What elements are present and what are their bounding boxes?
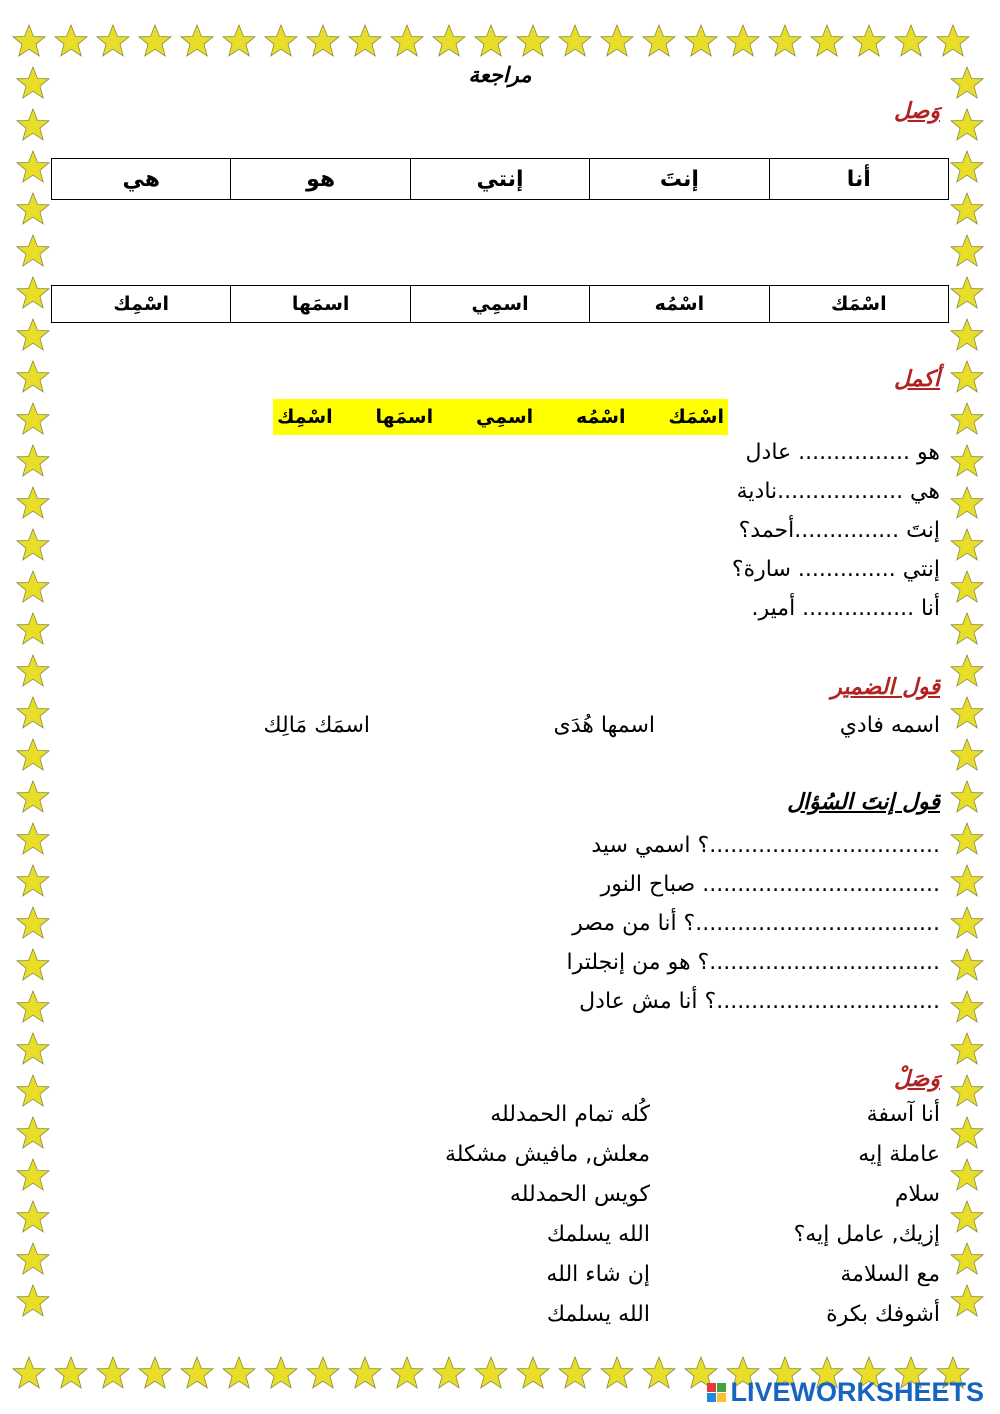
phrase-left[interactable]: معلش, مافيش مشكلة bbox=[444, 1142, 650, 1167]
star-icon bbox=[16, 864, 50, 898]
pronoun-sentence[interactable]: اسمَك مَالِك bbox=[263, 713, 370, 738]
phrase-right[interactable]: سلام bbox=[894, 1182, 940, 1207]
star-icon bbox=[16, 906, 50, 940]
star-icon bbox=[950, 738, 984, 772]
star-icon bbox=[16, 234, 50, 268]
phrase-right[interactable]: أنا آسفة bbox=[866, 1102, 940, 1127]
star-icon bbox=[950, 1032, 984, 1066]
liveworksheets-brand bbox=[707, 1377, 984, 1408]
star-icon bbox=[16, 1242, 50, 1276]
phrase-right[interactable]: عاملة إيه bbox=[858, 1142, 940, 1167]
star-icon bbox=[950, 1116, 984, 1150]
star-icon bbox=[894, 24, 928, 58]
name-cell[interactable]: اسْمَك bbox=[769, 286, 948, 323]
star-icon bbox=[54, 1356, 88, 1390]
question-line[interactable]: ...................................؟ أنا من مصر bbox=[572, 911, 940, 936]
fill-blank-line[interactable]: أنا ................ أمير. bbox=[751, 596, 940, 621]
name-cell[interactable]: اسْمِك bbox=[52, 286, 231, 323]
star-icon bbox=[180, 1356, 214, 1390]
star-icon bbox=[138, 1356, 172, 1390]
star-icon bbox=[516, 24, 550, 58]
star-icon bbox=[96, 1356, 130, 1390]
star-icon bbox=[558, 1356, 592, 1390]
name-cell[interactable]: اسمِي bbox=[410, 286, 589, 323]
star-icon bbox=[950, 486, 984, 520]
name-cell[interactable]: اسْمُه bbox=[590, 286, 769, 323]
star-icon bbox=[16, 1074, 50, 1108]
section-heading-match-phrases: وَصَلْ bbox=[894, 1067, 940, 1092]
star-icon bbox=[138, 24, 172, 58]
star-icon bbox=[516, 1356, 550, 1390]
star-icon bbox=[950, 318, 984, 352]
section-heading-complete: أكمل bbox=[894, 367, 940, 392]
phrase-left[interactable]: الله يسلمك bbox=[546, 1222, 650, 1247]
star-icon bbox=[16, 612, 50, 646]
section-heading-question: قول إنتَ السُؤال bbox=[787, 790, 940, 815]
star-icon bbox=[852, 24, 886, 58]
star-icon bbox=[16, 654, 50, 688]
star-icon bbox=[16, 360, 50, 394]
star-icon bbox=[432, 1356, 466, 1390]
star-icon bbox=[950, 108, 984, 142]
star-icon bbox=[16, 1284, 50, 1318]
star-icon bbox=[642, 1356, 676, 1390]
section-heading-match: وَصل bbox=[894, 99, 940, 124]
phrase-right[interactable]: أشوفك بكرة bbox=[826, 1302, 940, 1327]
page-title: مراجعة bbox=[468, 63, 532, 87]
star-icon bbox=[950, 150, 984, 184]
name-table bbox=[51, 285, 949, 323]
star-icon bbox=[950, 1242, 984, 1276]
star-icon bbox=[810, 24, 844, 58]
star-icon bbox=[950, 444, 984, 478]
section-heading-pronoun: قول الضمير bbox=[831, 675, 940, 700]
brand-name: LIVEWORKSHEETS bbox=[730, 1377, 984, 1407]
star-icon bbox=[950, 1158, 984, 1192]
star-icon bbox=[306, 1356, 340, 1390]
word-bank-item: اسمِي bbox=[476, 406, 534, 428]
pronoun-cell[interactable]: إنتي bbox=[410, 159, 589, 200]
star-icon bbox=[642, 24, 676, 58]
star-icon bbox=[950, 948, 984, 982]
star-icon bbox=[950, 822, 984, 856]
fill-blank-line[interactable]: هي ..................نادية bbox=[736, 479, 940, 504]
star-icon bbox=[16, 1200, 50, 1234]
liveworksheets-logo-icon bbox=[707, 1383, 726, 1402]
star-icon bbox=[950, 360, 984, 394]
phrase-right[interactable]: مع السلامة bbox=[840, 1262, 940, 1287]
star-icon bbox=[16, 948, 50, 982]
star-icon bbox=[16, 318, 50, 352]
star-icon bbox=[950, 570, 984, 604]
worksheet bbox=[50, 55, 950, 1355]
question-line[interactable]: ................................؟ أنا مش عادل bbox=[579, 989, 940, 1014]
pronoun-table bbox=[51, 158, 949, 200]
star-icon bbox=[306, 24, 340, 58]
fill-blank-line[interactable]: إنتَ ...............أحمد؟ bbox=[738, 518, 940, 543]
question-line[interactable]: .................................؟ اسمي سيد bbox=[591, 833, 940, 858]
pronoun-sentence[interactable]: اسمها هُدَى bbox=[553, 713, 655, 738]
star-icon bbox=[16, 570, 50, 604]
star-icon bbox=[600, 1356, 634, 1390]
pronoun-cell[interactable]: هو bbox=[231, 159, 410, 200]
star-icon bbox=[16, 108, 50, 142]
word-bank-item: اسمَها bbox=[375, 406, 434, 428]
star-icon bbox=[264, 1356, 298, 1390]
star-icon bbox=[16, 990, 50, 1024]
star-icon bbox=[950, 234, 984, 268]
star-icon bbox=[950, 192, 984, 226]
star-icon bbox=[16, 696, 50, 730]
star-icon bbox=[950, 612, 984, 646]
star-icon bbox=[950, 1200, 984, 1234]
star-icon bbox=[16, 444, 50, 478]
star-icon bbox=[12, 24, 46, 58]
star-icon bbox=[16, 192, 50, 226]
star-icon bbox=[16, 276, 50, 310]
star-icon bbox=[950, 906, 984, 940]
pronoun-sentence[interactable]: اسمه فادي bbox=[839, 713, 940, 738]
star-icon bbox=[16, 1158, 50, 1192]
star-icon bbox=[16, 738, 50, 772]
name-cell[interactable]: اسمَها bbox=[231, 286, 410, 323]
star-icon bbox=[16, 150, 50, 184]
star-icon bbox=[16, 486, 50, 520]
star-icon bbox=[950, 528, 984, 562]
star-icon bbox=[264, 24, 298, 58]
star-icon bbox=[936, 24, 970, 58]
star-icon bbox=[12, 1356, 46, 1390]
star-icon bbox=[950, 1074, 984, 1108]
phrase-right[interactable]: إزيك, عامل إيه؟ bbox=[793, 1222, 940, 1247]
star-icon bbox=[222, 24, 256, 58]
star-icon bbox=[950, 780, 984, 814]
star-icon bbox=[768, 24, 802, 58]
star-icon bbox=[950, 864, 984, 898]
star-icon bbox=[950, 402, 984, 436]
star-icon bbox=[16, 66, 50, 100]
star-icon bbox=[96, 24, 130, 58]
star-icon bbox=[558, 24, 592, 58]
star-icon bbox=[474, 1356, 508, 1390]
pronoun-cell[interactable]: هي bbox=[52, 159, 231, 200]
star-icon bbox=[16, 780, 50, 814]
pronoun-cell[interactable]: إنتَ bbox=[590, 159, 769, 200]
star-icon bbox=[950, 696, 984, 730]
star-icon bbox=[16, 822, 50, 856]
star-icon bbox=[16, 528, 50, 562]
fill-blank-line[interactable]: هو ................ عادل bbox=[745, 440, 940, 465]
star-icon bbox=[950, 990, 984, 1024]
phrase-left[interactable]: كويس الحمدلله bbox=[509, 1182, 650, 1207]
star-icon bbox=[16, 1116, 50, 1150]
star-icon bbox=[474, 24, 508, 58]
star-icon bbox=[222, 1356, 256, 1390]
word-bank bbox=[273, 399, 728, 435]
phrase-left[interactable]: كُله تمام الحمدلله bbox=[490, 1102, 650, 1127]
phrase-left[interactable]: إن شاء الله bbox=[546, 1262, 650, 1287]
star-icon bbox=[950, 66, 984, 100]
star-icon bbox=[726, 24, 760, 58]
star-icon bbox=[348, 1356, 382, 1390]
star-icon bbox=[600, 24, 634, 58]
pronoun-cell[interactable]: أنا bbox=[769, 159, 948, 200]
star-icon bbox=[950, 1284, 984, 1318]
word-bank-item: اسْمَك bbox=[668, 406, 724, 428]
star-icon bbox=[180, 24, 214, 58]
question-line[interactable]: .................................. صباح النور bbox=[600, 872, 940, 897]
star-icon bbox=[16, 402, 50, 436]
word-bank-item: اسْمُه bbox=[576, 406, 626, 428]
star-icon bbox=[390, 24, 424, 58]
star-icon bbox=[348, 24, 382, 58]
star-icon bbox=[432, 24, 466, 58]
star-icon bbox=[684, 24, 718, 58]
star-icon bbox=[950, 276, 984, 310]
question-line[interactable]: .................................؟ هو من إنجلترا bbox=[566, 950, 940, 975]
word-bank-item: اسْمِك bbox=[277, 406, 333, 428]
star-icon bbox=[390, 1356, 424, 1390]
fill-blank-line[interactable]: إنتي .............. سارة؟ bbox=[731, 557, 940, 582]
phrase-left[interactable]: الله يسلمك bbox=[546, 1302, 650, 1327]
star-icon bbox=[16, 1032, 50, 1066]
star-icon bbox=[54, 24, 88, 58]
star-icon bbox=[950, 654, 984, 688]
